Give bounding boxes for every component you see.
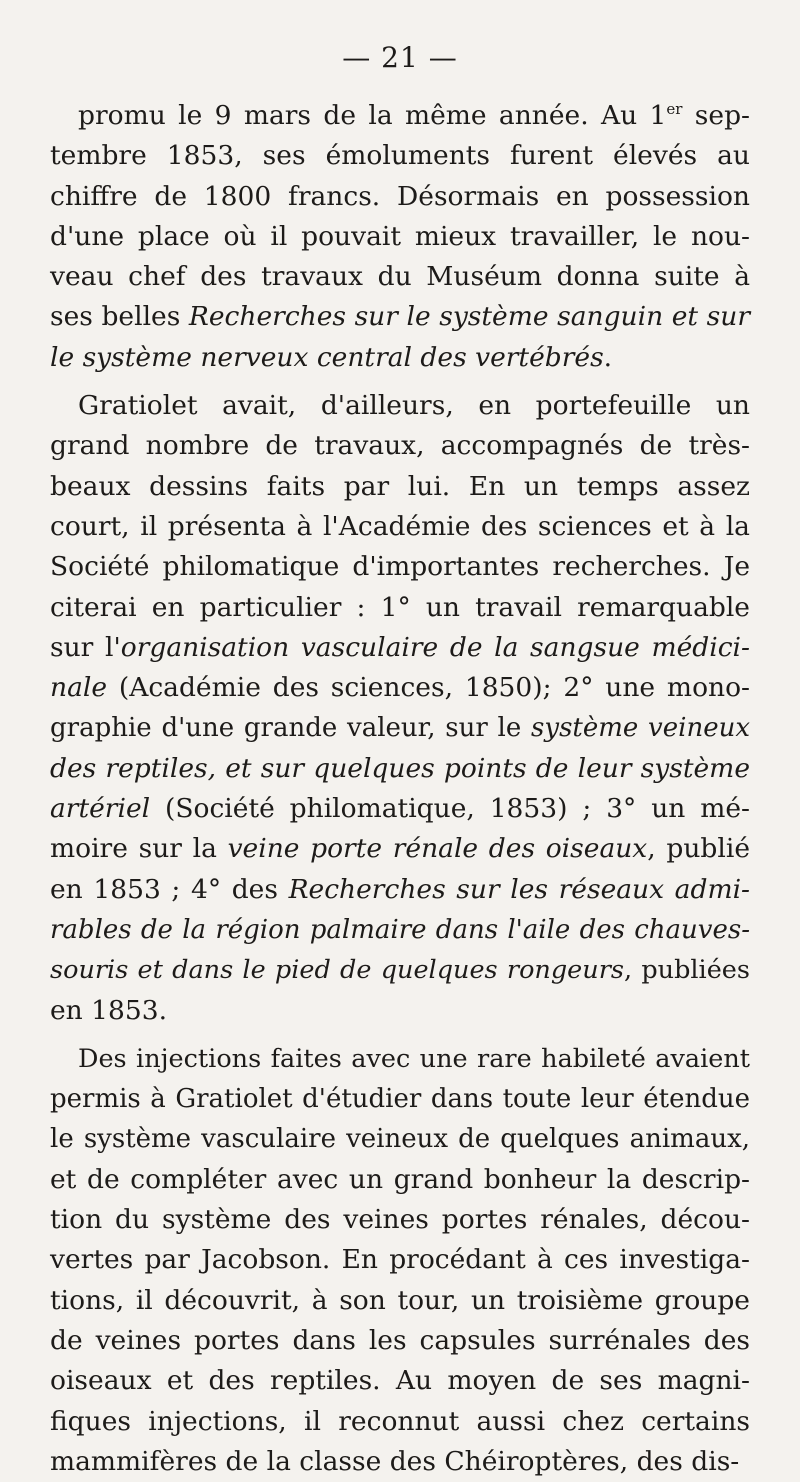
text-line: [50, 136, 750, 176]
text-line: [50, 467, 750, 507]
text-segment: graphie d'une grande valeur, sur le: [50, 713, 532, 744]
text-line: [50, 749, 750, 789]
text-segment: veau chef des travaux du Muséum donna suite à: [50, 261, 750, 293]
text-line: [50, 257, 750, 297]
text-segment: en 1853 ; 4° des: [50, 873, 289, 905]
text-line: [50, 1281, 750, 1321]
paragraph: [50, 386, 750, 1031]
text-segment: promu le 9 mars de la même année. Au 1: [78, 100, 667, 131]
text-line: [50, 547, 750, 587]
text-line: [50, 1321, 750, 1361]
italic-text: rables de la région palmaire dans l'aile des chauves-: [50, 914, 750, 945]
italic-text: Recherches sur le système sanguin et sur: [188, 301, 750, 333]
text-segment: beaux dessins faits par lui. En un temps assez: [50, 470, 750, 502]
text-segment: oiseaux et des reptiles. Au moyen de ses magni-: [50, 1365, 750, 1397]
text-segment: tion du système des veines portes rénales, décou-: [50, 1204, 750, 1236]
text-line: [50, 789, 750, 829]
superscript: er: [666, 100, 683, 119]
text-segment: permis à Gratiolet d'étudier dans toute leur étendue: [50, 1084, 750, 1115]
text-line: [50, 628, 750, 668]
italic-text: organisation vasculaire de la sangsue médici-: [120, 631, 750, 663]
text-line: [50, 950, 750, 990]
italic-text: des reptiles, et sur quelques points de leur système: [50, 752, 750, 784]
text-line: [50, 1039, 750, 1079]
text-segment: de veines portes dans les capsules surrénales des: [50, 1324, 750, 1356]
text-line: [50, 217, 750, 257]
italic-text: nale: [50, 672, 108, 704]
text-line: [50, 588, 750, 628]
text-segment: .: [603, 341, 613, 373]
text-segment: (Académie des sciences, 1850); 2° une mono-: [107, 672, 750, 704]
italic-text: artériel: [50, 793, 151, 825]
text-line: [50, 1200, 750, 1240]
text-line: [50, 507, 750, 547]
text-line: [50, 829, 750, 869]
italic-text: Recherches sur les réseaux admi-: [288, 873, 750, 905]
text-segment: sep-: [682, 100, 750, 131]
text-body: [50, 96, 750, 1482]
text-segment: d'une place où il pouvait mieux travailler, le nou-: [50, 220, 750, 252]
text-line: [50, 1160, 750, 1200]
text-segment: en 1853.: [50, 994, 168, 1026]
text-segment: grand nombre de travaux, accompagnés de très-: [50, 430, 750, 462]
text-segment: le système vasculaire veineux de quelques animaux,: [50, 1124, 750, 1155]
text-line: [50, 1402, 750, 1442]
text-segment: tions, il découvrit, à son tour, un troisième groupe: [50, 1284, 750, 1316]
paragraph: [50, 96, 750, 378]
text-segment: , publié: [647, 833, 751, 865]
text-segment: citerai en particulier : 1° un travail remarquable: [50, 591, 750, 623]
text-line: [50, 338, 750, 378]
text-segment: mammifères de la classe des Chéiroptères, des dis-: [50, 1445, 740, 1477]
text-line: [50, 991, 750, 1031]
text-line: [50, 1240, 750, 1280]
text-line: [50, 386, 750, 426]
text-line: [50, 668, 750, 708]
text-segment: Des injections faites avec une rare habileté avaient: [78, 1043, 750, 1074]
paragraph: [50, 1039, 750, 1482]
text-segment: fiques injections, il reconnut aussi chez certains: [50, 1405, 750, 1437]
text-line: [50, 870, 750, 910]
text-segment: court, il présenta à l'Académie des sciences et à la: [50, 510, 750, 542]
text-line: [50, 1119, 750, 1159]
text-segment: et de compléter avec un grand bonheur la descrip-: [50, 1163, 750, 1195]
page-number: — 21 —: [342, 41, 458, 74]
italic-text: le système nerveux central des vertébrés: [50, 341, 604, 373]
text-segment: Société philomatique d'importantes recherches. Je: [50, 551, 750, 583]
italic-text: système veineux: [531, 713, 750, 744]
italic-text: souris et dans le pied de quelques rongeurs: [50, 955, 624, 986]
text-line: [50, 1079, 750, 1119]
text-line: [50, 426, 750, 466]
text-line: [50, 1442, 750, 1482]
text-line: [50, 177, 750, 217]
text-segment: Gratiolet avait, d'ailleurs, en portefeuille un: [78, 390, 750, 422]
text-segment: chiffre de 1800 francs. Désormais en possession: [50, 180, 750, 212]
text-line: [50, 96, 750, 136]
text-segment: (Société philomatique, 1853) ; 3° un mé-: [150, 793, 750, 825]
text-segment: sur l': [50, 631, 121, 663]
text-line: [50, 910, 750, 950]
text-line: [50, 708, 750, 748]
italic-text: veine porte rénale des oiseaux: [227, 833, 648, 865]
text-segment: moire sur la: [50, 833, 228, 865]
text-segment: tembre 1853, ses émoluments furent élevés au: [50, 140, 750, 172]
text-line: [50, 1361, 750, 1401]
text-segment: vertes par Jacobson. En procédant à ces investiga-: [50, 1244, 750, 1276]
text-segment: , publiées: [623, 955, 750, 986]
text-segment: ses belles: [50, 301, 189, 333]
text-line: [50, 297, 750, 337]
